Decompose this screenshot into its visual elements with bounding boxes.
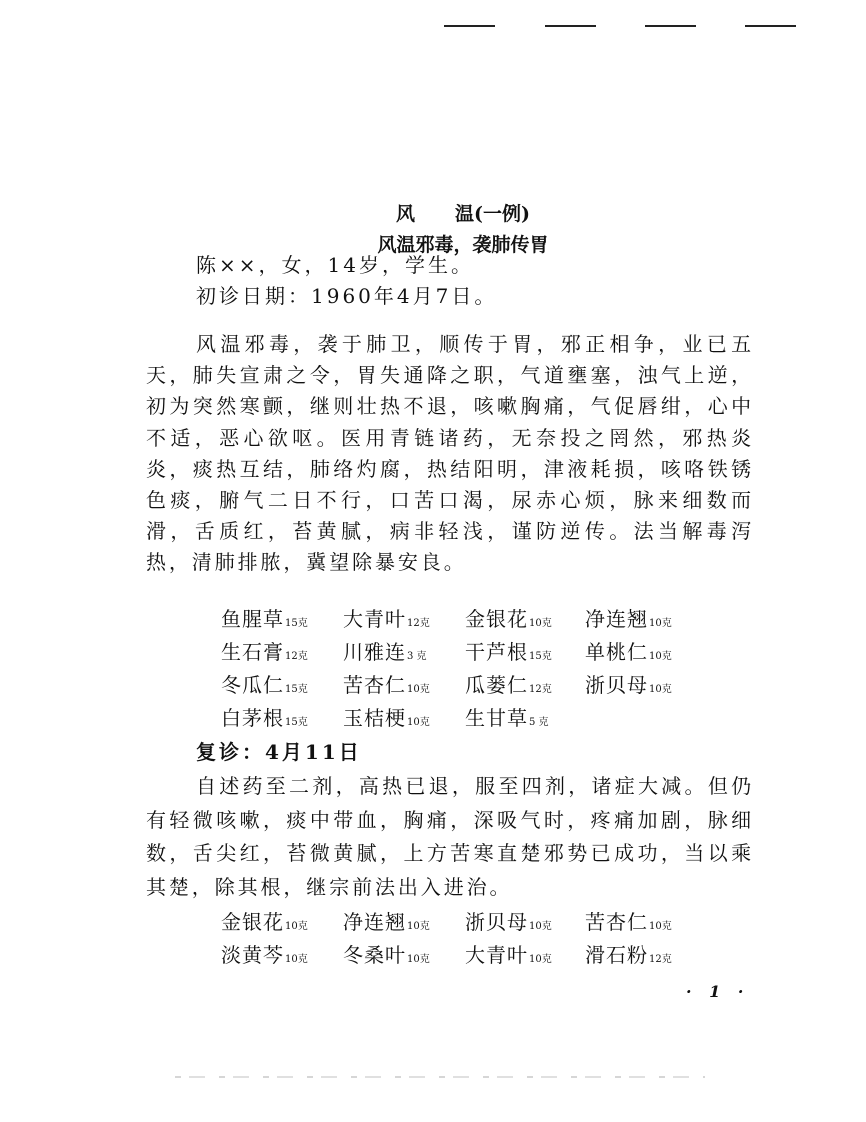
- prescription-1: [221, 607, 707, 739]
- page-subtitle: 风温邪毒，袭肺传胃: [377, 234, 549, 256]
- herb-item: 滑石粉12克: [585, 943, 672, 967]
- title-right: 温(一例): [455, 203, 530, 225]
- herb-item: 川雅连3 克: [343, 640, 427, 664]
- prescription-2: [221, 910, 707, 976]
- herb-item: 大青叶12克: [343, 607, 430, 631]
- herb-item: 苦杏仁10克: [585, 910, 672, 934]
- page-number: · 1 ·: [686, 982, 750, 1001]
- scan-artifact-line: [175, 1076, 705, 1078]
- herb-item: 浙贝母10克: [465, 910, 552, 934]
- header-rule: [645, 25, 696, 27]
- herb-item: 鱼腥草15克: [221, 607, 308, 631]
- header-rule: [545, 25, 596, 27]
- herb-item: 净连翘10克: [343, 910, 430, 934]
- herb-item: 浙贝母10克: [585, 673, 672, 697]
- followup-description: 自述药至二剂，高热已退，服至四剂，诸症大减。但仍有轻微咳嗽，痰中带血，胸痛，深吸气时，疼痛加剧，脉细数，舌尖红，苔微黄腻，上方苦寒直楚邪势已成功，当以乘其楚，除其根，继宗前法出入进治。: [146, 774, 754, 899]
- herb-item: 生甘草5 克: [465, 706, 549, 730]
- herb-item: 干芦根15克: [465, 640, 552, 664]
- title-left: 风: [396, 203, 416, 225]
- header-rule: [745, 25, 796, 27]
- herb-item: 冬桑叶10克: [343, 943, 430, 967]
- header-rule: [444, 25, 495, 27]
- herb-item: 金银花10克: [465, 607, 552, 631]
- followup-date: 复诊：4月11日: [196, 740, 362, 764]
- herb-item: 单桃仁10克: [585, 640, 672, 664]
- herb-item: 玉桔梗10克: [343, 706, 430, 730]
- first-visit-date: 初诊日期：1960年4月7日。: [196, 284, 498, 308]
- herb-item: 淡黄芩10克: [221, 943, 308, 967]
- herb-item: 净连翘10克: [585, 607, 672, 631]
- patient-info: 陈××，女，14岁，学生。: [196, 253, 474, 277]
- herb-item: 冬瓜仁15克: [221, 673, 308, 697]
- herb-item: 大青叶10克: [465, 943, 552, 967]
- case-description: 风温邪毒，袭于肺卫，顺传于胃，邪正相争，业已五天，肺失宣肃之令，胃失通降之职，气道壅塞，浊气上逆，初为突然寒颤，继则壮热不退，咳嗽胸痛，气促唇绀，心中不适，恶心欲呕。医用青链诸药，无奈投之罔然，邪热炎炎，痰热互结，肺络灼腐，热结阳明，津液耗损，咳咯铁锈色痰，腑气二日不行，口苦口渴，尿赤心烦，脉来细数而滑，舌质红，苔黄腻，病非轻浅，谨防逆传。法当解毒泻热，清肺排脓，冀望除暴安良。: [146, 332, 754, 575]
- herb-item: 苦杏仁10克: [343, 673, 430, 697]
- herb-item: 瓜蒌仁12克: [465, 673, 552, 697]
- herb-item: 生石膏12克: [221, 640, 308, 664]
- herb-item: 金银花10克: [221, 910, 308, 934]
- herb-item: 白茅根15克: [221, 706, 308, 730]
- page-title: [30, 199, 866, 226]
